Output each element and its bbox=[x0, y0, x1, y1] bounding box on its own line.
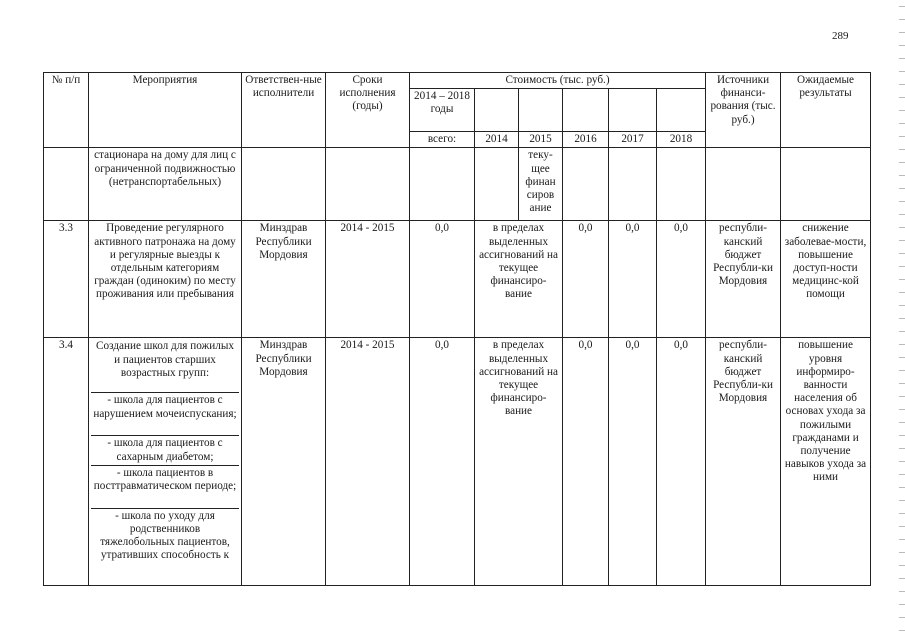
row-results: снижение заболевае-мости, повышение доступ-ности медицинс-кой помощи bbox=[781, 221, 871, 338]
header-year-2015: 2015 bbox=[519, 132, 563, 148]
row-responsible: Минздрав Республики Мордовия bbox=[242, 221, 326, 338]
cont-2014 bbox=[475, 148, 519, 221]
header-year-2017: 2017 bbox=[609, 132, 657, 148]
cont-responsible bbox=[242, 148, 326, 221]
continuation-row bbox=[44, 148, 871, 221]
page-number: 289 bbox=[832, 30, 849, 42]
cont-measure: стационара на дому для лиц с ограниченной подвижностью (нетранспортабельных) bbox=[89, 148, 242, 221]
row-2017: 0,0 bbox=[609, 338, 657, 586]
cont-2017 bbox=[609, 148, 657, 221]
cont-2015: теку-щее финан сиров ание bbox=[519, 148, 563, 221]
row-results: повышение уровня информиро-ванности населения об основах ухода за пожилыми гражданами и получение навыков ухода за ними bbox=[781, 338, 871, 586]
row-terms: 2014 - 2015 bbox=[326, 221, 410, 338]
row-2018: 0,0 bbox=[657, 338, 706, 586]
row-funding-note: в пределах выделенных ассигнований на текущее финансиро-вание bbox=[475, 338, 563, 586]
header-cost: Стоимость (тыс. руб.) bbox=[410, 73, 706, 89]
sub-item: - школа для пациентов с сахарным диабетом; bbox=[91, 436, 239, 465]
cont-2016 bbox=[563, 148, 609, 221]
cont-terms bbox=[326, 148, 410, 221]
cont-total bbox=[410, 148, 475, 221]
header-year-2014: 2014 bbox=[475, 132, 519, 148]
header-blank-2017 bbox=[609, 89, 657, 132]
row-sources: республи-канский бюджет Республи-ки Мордовия bbox=[706, 221, 781, 338]
row-2016: 0,0 bbox=[563, 338, 609, 586]
header-year-2016: 2016 bbox=[563, 132, 609, 148]
measure-main: Создание школ для пожилых и пациентов старших возрастных групп: bbox=[91, 339, 239, 393]
header-row bbox=[44, 73, 871, 89]
header-sources: Источники финанси-рования (тыс. руб.) bbox=[706, 73, 781, 148]
row-2016: 0,0 bbox=[563, 221, 609, 338]
sub-item: - школа пациентов в посттравматическом периоде; bbox=[91, 465, 239, 508]
table-row bbox=[44, 221, 871, 338]
cont-2018 bbox=[657, 148, 706, 221]
header-num: № п/п bbox=[44, 73, 89, 148]
row-funding-note: в пределах выделенных ассигнований на текущее финансиро-вание bbox=[475, 221, 563, 338]
cont-results bbox=[781, 148, 871, 221]
header-year-2018: 2018 bbox=[657, 132, 706, 148]
header-terms: Сроки исполнения (годы) bbox=[326, 73, 410, 148]
row-measure bbox=[89, 338, 242, 586]
header-measures: Мероприятия bbox=[89, 73, 242, 148]
sub-item: - школа для пациентов с нарушением мочеиспускания; bbox=[91, 393, 239, 436]
row-2017: 0,0 bbox=[609, 221, 657, 338]
row-num: 3.4 bbox=[44, 338, 89, 586]
header-blank-2016 bbox=[563, 89, 609, 132]
row-2018: 0,0 bbox=[657, 221, 706, 338]
row-sources: республи-канский бюджет Республи-ки Мордовия bbox=[706, 338, 781, 586]
header-total-label: всего: bbox=[410, 132, 475, 148]
header-blank-2015 bbox=[519, 89, 563, 132]
row-terms: 2014 - 2015 bbox=[326, 338, 410, 586]
row-total: 0,0 bbox=[410, 338, 475, 586]
sub-item: - школа по уходу для родственников тяжелобольных пациентов, утративших способность к bbox=[100, 509, 230, 562]
scan-edge-artifact bbox=[899, 0, 905, 640]
action-plan-table bbox=[43, 72, 871, 586]
row-num: 3.3 bbox=[44, 221, 89, 338]
cont-num bbox=[44, 148, 89, 221]
cont-sources bbox=[706, 148, 781, 221]
header-total-period: 2014 – 2018 годы bbox=[410, 89, 475, 132]
row-total: 0,0 bbox=[410, 221, 475, 338]
row-responsible: Минздрав Республики Мордовия bbox=[242, 338, 326, 586]
measure-subtable bbox=[91, 339, 239, 580]
table-row bbox=[44, 338, 871, 586]
row-measure: Проведение регулярного активного патронажа на дому и регулярные выезды к отдельным категориям граждан (одиноким) по месту проживания или пребывания bbox=[89, 221, 242, 338]
header-blank-2018 bbox=[657, 89, 706, 132]
header-results: Ожидаемые результаты bbox=[781, 73, 871, 148]
header-responsible: Ответствен-ные исполнители bbox=[242, 73, 326, 148]
header-blank-2014 bbox=[475, 89, 519, 132]
